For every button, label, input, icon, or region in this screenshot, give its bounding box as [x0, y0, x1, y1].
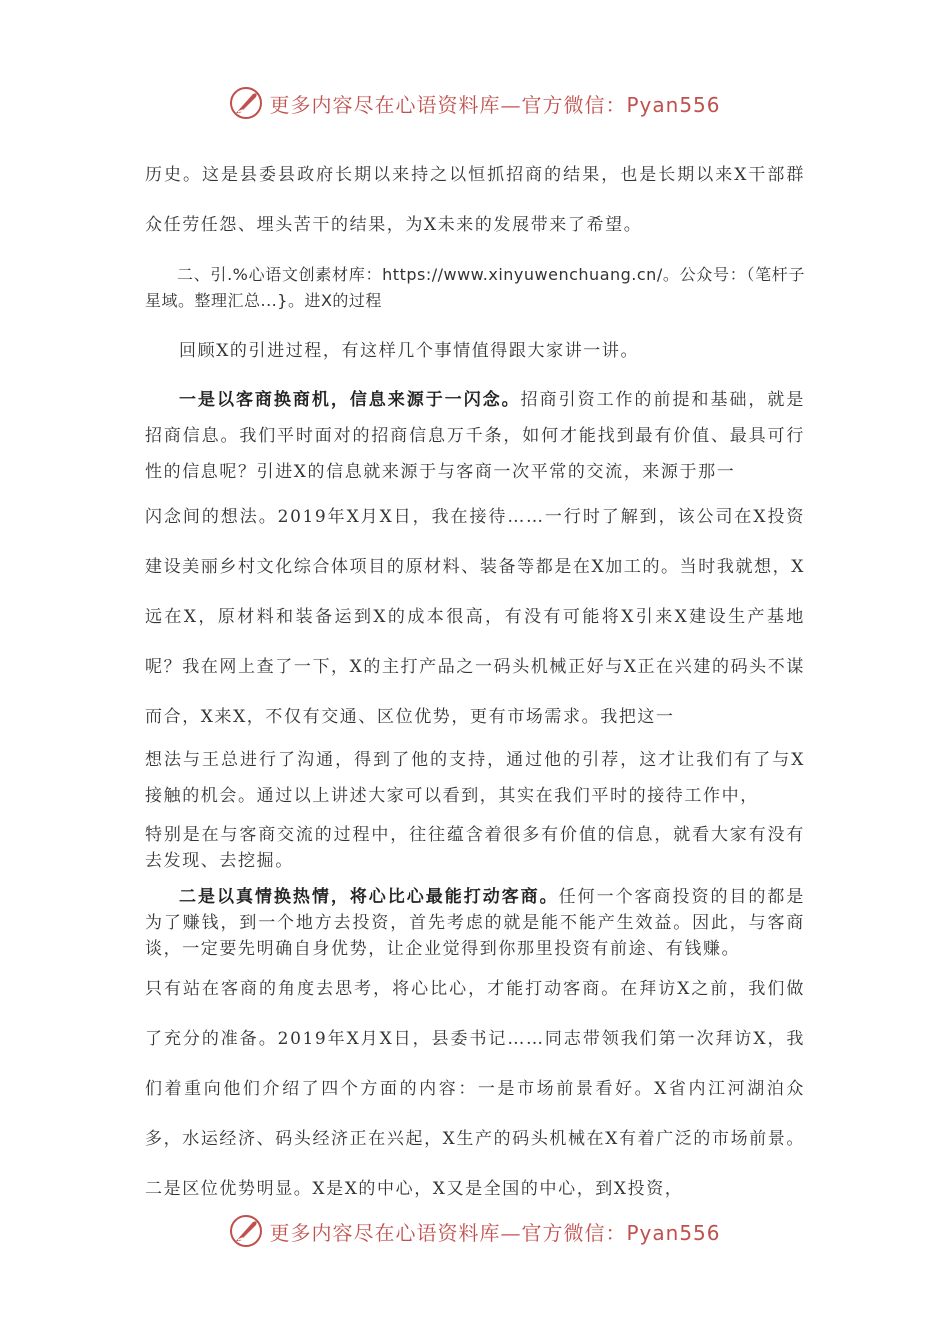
banner-text: 更多内容尽在心语资料库—官方微信：Pyan556 [269, 92, 721, 117]
paragraph-point-one-end: 特别是在与客商交流的过程中，往往蕴含着很多有价值的信息，就看大家有没有去发现、去挖掘。 [145, 825, 805, 871]
paragraph-point-two-cont: 只有站在客商的角度去思考，将心比心，才能打动客商。在拜访X之前，我们做了充分的准备。2019年X月X日，县委书记……同志带领我们第一次拜访X，我们着重向他们介绍了四个方面的内容：一是市场前景看好。X省内江河湖泊众多，水运经济、码头经济正在兴起，X生产的码头机械在X有着广泛的市场前景。二是区位优势明显。X是X的中心，X又是全国的中心，到X投资， [145, 979, 805, 1199]
quill-pen-icon [229, 86, 263, 120]
paragraph-point-two: 二是以真情换热情，将心比心最能打动客商。任何一个客商投资的目的都是为了赚钱，到一个地方去投资，首先考虑的就是能不能产生效益。因此，与客商谈，一定要先明确自身优势，让企业觉得到你那里投资有前途、有钱赚。 [145, 887, 805, 959]
paragraph-point-one-cont: 闪念间的想法。2019年X月X日，我在接待……一行时了解到，该公司在X投资建设美丽乡村文化综合体项目的原材料、装备等都是在X加工的。当时我就想，X远在X，原材料和装备运到X的成本很高，有没有可能将X引来X建设生产基地呢？我在网上查了一下，X的主打产品之一码头机械正好与X正在兴建的码头不谋而合，X来X，不仅有交通、区位优势，更有市场需求。我把这一 [145, 507, 805, 727]
banner-text: 更多内容尽在心语资料库—官方微信：Pyan556 [269, 1220, 721, 1245]
quill-pen-icon [229, 1214, 263, 1248]
section-heading: 二、引.%心语文创素材库：https://www.xinyuwenchuang.cn/。公众号：（笔杆子星域。整理汇总...}。进X的过程 [145, 265, 805, 310]
point-one-title: 一是以客商换商机，信息来源于一闪念。 [179, 390, 521, 410]
paragraph-history: 历史。这是县委县政府长期以来持之以恒抓招商的结果，也是长期以来X干部群众任劳任怨、埋头苦干的结果，为X未来的发展带来了希望。 [145, 165, 805, 235]
header-banner [0, 81, 950, 125]
document-body [145, 150, 805, 1214]
point-two-title: 二是以真情换热情，将心比心最能打动客商。 [179, 887, 559, 907]
paragraph-review: 回顾X的引进过程，有这样几个事情值得跟大家讲一讲。 [179, 341, 640, 361]
paragraph-point-one-cont2: 想法与王总进行了沟通，得到了他的支持，通过他的引荐，这才让我们有了与X接触的机会。通过以上讲述大家可以看到，其实在我们平时的接待工作中， [145, 750, 805, 806]
footer-banner [0, 1209, 950, 1253]
paragraph-point-one: 一是以客商换商机，信息来源于一闪念。招商引资工作的前提和基础，就是招商信息。我们平时面对的招商信息万千条，如何才能找到最有价值、最具可行性的信息呢？引进X的信息就来源于与客商一次平常的交流，来源于那一 [145, 390, 805, 482]
